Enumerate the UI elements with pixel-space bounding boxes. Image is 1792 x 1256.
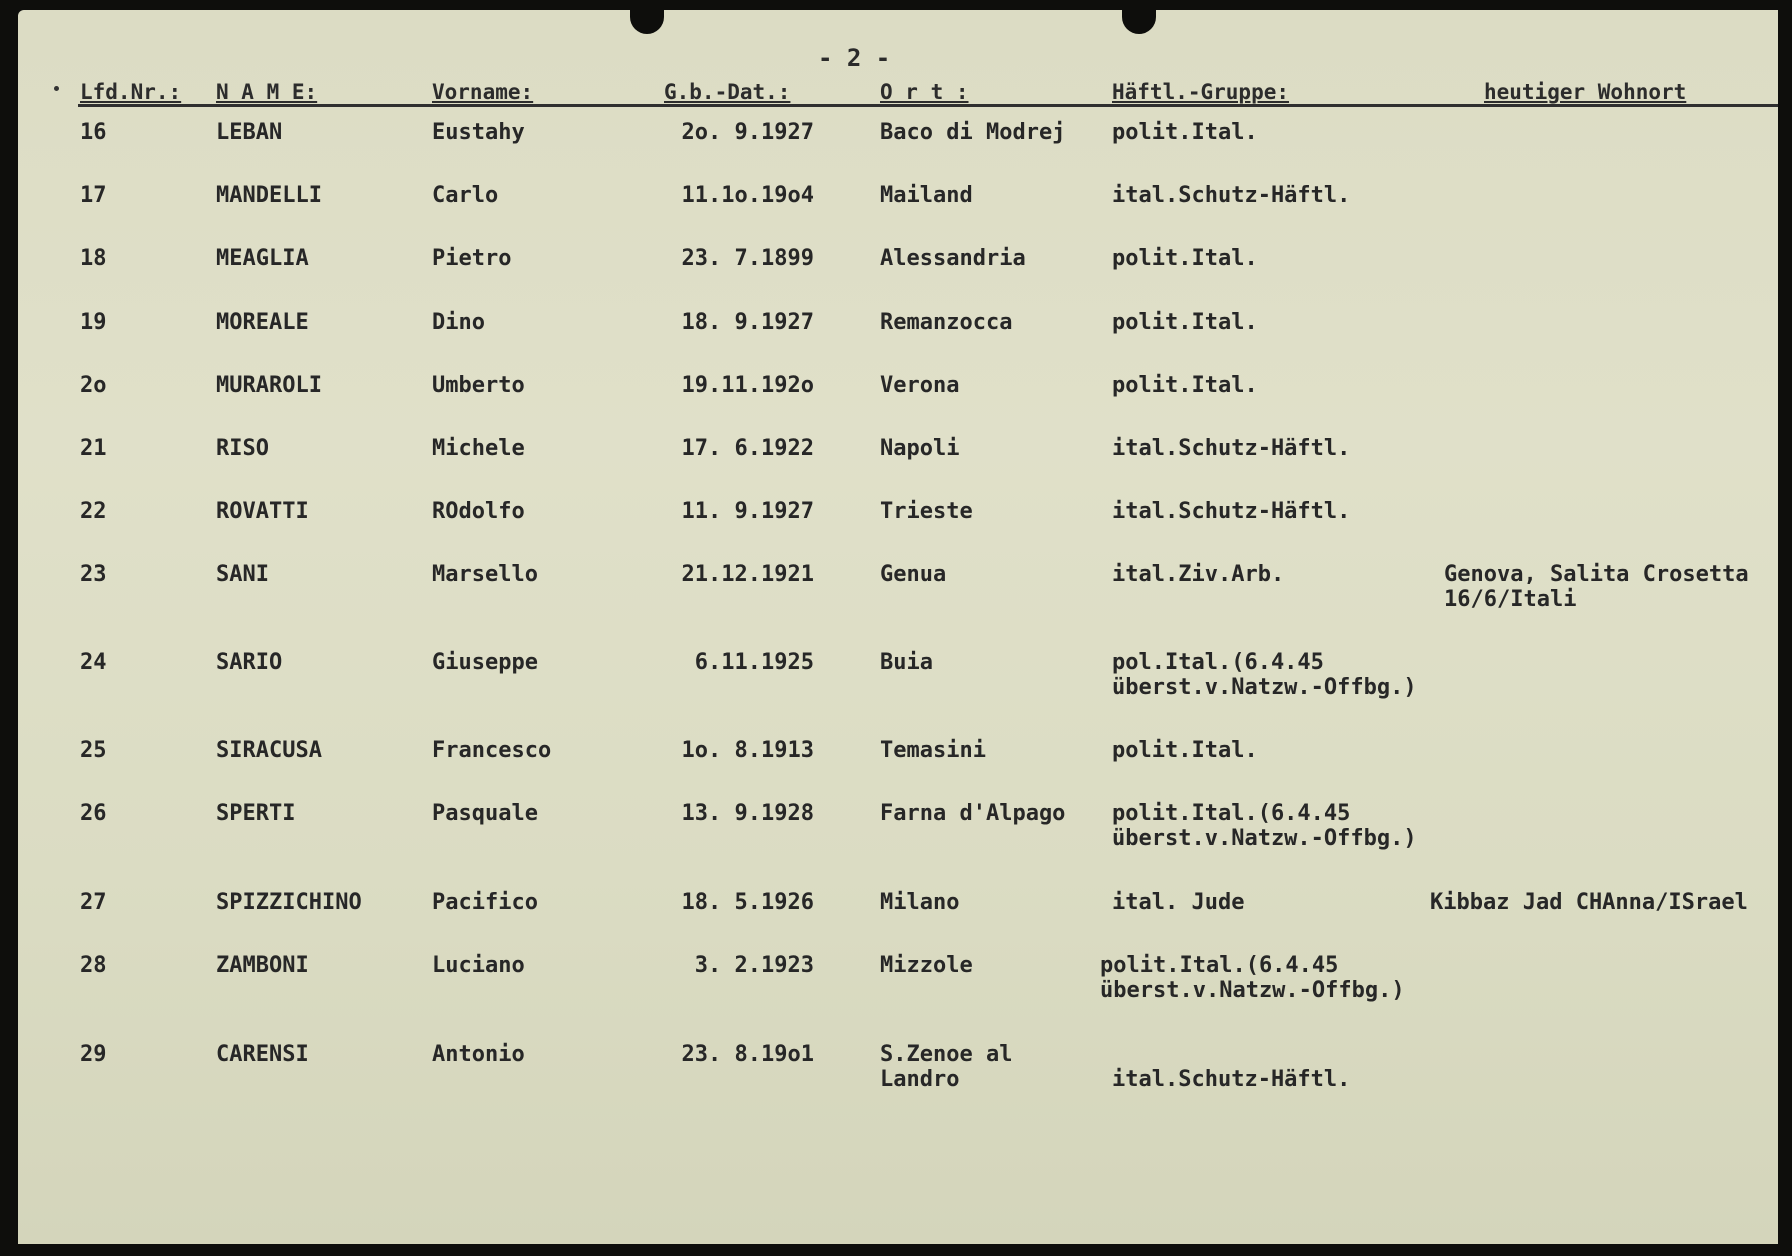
cell-geb: 6.11.1925 xyxy=(694,650,814,675)
header-vorname: Vorname: xyxy=(432,80,534,104)
cell-gruppe: ital.Schutz-Häftl. xyxy=(1112,499,1351,524)
table-header xyxy=(18,80,1778,106)
cell-nr: 26 xyxy=(80,801,107,826)
cell-nr: 23 xyxy=(80,562,107,587)
cell-nr: 27 xyxy=(80,890,107,915)
header-name: N A M E: xyxy=(216,80,318,104)
cell-ort: S.Zenoe al Landro xyxy=(880,1042,1013,1092)
cell-gruppe: polit.Ital. xyxy=(1112,120,1258,145)
cell-ort: Genua xyxy=(880,562,947,587)
cell-ort: Temasini xyxy=(880,738,986,763)
cell-ort: Baco di Modrej xyxy=(880,120,1066,145)
cell-nr: 29 xyxy=(80,1042,107,1067)
cell-gruppe: ital.Schutz-Häftl. xyxy=(1112,436,1351,461)
cell-vorname: Giuseppe xyxy=(432,650,538,675)
cell-geb: 3. 2.1923 xyxy=(694,953,814,978)
punch-hole-left xyxy=(630,8,664,34)
cell-name: MANDELLI xyxy=(216,183,322,208)
cell-name: SARIO xyxy=(216,650,283,675)
cell-ort: Buia xyxy=(880,650,933,675)
cell-vorname: Luciano xyxy=(432,953,525,978)
cell-vorname: Francesco xyxy=(432,738,552,763)
cell-vorname: Pasquale xyxy=(432,801,538,826)
cell-nr: 18 xyxy=(80,246,107,271)
cell-ort: Trieste xyxy=(880,499,973,524)
document-page xyxy=(18,10,1778,1244)
cell-vorname: Pacifico xyxy=(432,890,538,915)
cell-gruppe: ital.Schutz-Häftl. xyxy=(1112,1067,1351,1092)
cell-name: MEAGLIA xyxy=(216,246,309,271)
cell-name: LEBAN xyxy=(216,120,283,145)
cell-geb: 1o. 8.1913 xyxy=(681,738,814,763)
cell-geb: 23. 7.1899 xyxy=(681,246,814,271)
cell-geb: 19.11.192o xyxy=(681,373,814,398)
cell-name: CARENSI xyxy=(216,1042,309,1067)
cell-ort: Napoli xyxy=(880,436,960,461)
header-gruppe: Häftl.-Gruppe: xyxy=(1112,80,1290,104)
cell-name: ROVATTI xyxy=(216,499,309,524)
cell-nr: 22 xyxy=(80,499,107,524)
cell-nr: 17 xyxy=(80,183,107,208)
cell-geb: 11.1o.19o4 xyxy=(681,183,814,208)
cell-ort: Milano xyxy=(880,890,960,915)
cell-vorname: Dino xyxy=(432,310,485,335)
cell-nr: 21 xyxy=(80,436,107,461)
cell-name: MOREALE xyxy=(216,310,309,335)
cell-name: SPIZZICHINO xyxy=(216,890,362,915)
cell-nr: 2o xyxy=(80,373,107,398)
cell-vorname: ROdolfo xyxy=(432,499,525,524)
cell-geb: 18. 9.1927 xyxy=(681,310,814,335)
cell-name: SPERTI xyxy=(216,801,296,826)
cell-vorname: Umberto xyxy=(432,373,525,398)
cell-gruppe: polit.Ital. xyxy=(1112,310,1258,335)
cell-geb: 13. 9.1928 xyxy=(681,801,814,826)
cell-ort: Remanzocca xyxy=(880,310,1013,335)
cell-vorname: Pietro xyxy=(432,246,512,271)
cell-vorname: Antonio xyxy=(432,1042,525,1067)
cell-nr: 28 xyxy=(80,953,107,978)
cell-gruppe: polit.Ital. xyxy=(1112,373,1258,398)
cell-gruppe: polit.Ital.(6.4.45 überst.v.Natzw.-Offbg.) xyxy=(1100,953,1405,1003)
header-nr: Lfd.Nr.: xyxy=(80,80,182,104)
cell-geb: 21.12.1921 xyxy=(681,562,814,587)
cell-ort: Verona xyxy=(880,373,960,398)
cell-gruppe: polit.Ital.(6.4.45 überst.v.Natzw.-Offbg.) xyxy=(1112,801,1417,851)
cell-ort: Farna d'Alpago xyxy=(880,801,1066,826)
cell-wohnort: Genova, Salita Crosetta 16/6/Itali xyxy=(1444,562,1749,612)
cell-name: MURAROLI xyxy=(216,373,322,398)
cell-nr: 24 xyxy=(80,650,107,675)
cell-gruppe: ital.Ziv.Arb. xyxy=(1112,562,1285,587)
header-geb: G.b.-Dat.: xyxy=(664,80,791,104)
cell-vorname: Carlo xyxy=(432,183,499,208)
cell-ort: Alessandria xyxy=(880,246,1026,271)
header-ort: O r t : xyxy=(880,80,969,104)
cell-nr: 16 xyxy=(80,120,107,145)
cell-nr: 25 xyxy=(80,738,107,763)
cell-gruppe: ital.Schutz-Häftl. xyxy=(1112,183,1351,208)
cell-gruppe: polit.Ital. xyxy=(1112,246,1258,271)
header-wohnort: heutiger Wohnort xyxy=(1484,80,1687,104)
cell-nr: 19 xyxy=(80,310,107,335)
cell-name: RISO xyxy=(216,436,269,461)
page-number: - 2 - xyxy=(818,44,891,72)
cell-name: SIRACUSA xyxy=(216,738,322,763)
cell-wohnort: Kibbaz Jad CHAnna/ISrael xyxy=(1430,890,1748,915)
cell-name: SANI xyxy=(216,562,269,587)
cell-geb: 11. 9.1927 xyxy=(681,499,814,524)
cell-vorname: Eustahy xyxy=(432,120,525,145)
cell-name: ZAMBONI xyxy=(216,953,309,978)
cell-gruppe: ital. Jude xyxy=(1112,890,1245,915)
cell-ort: Mizzole xyxy=(880,953,973,978)
cell-geb: 2o. 9.1927 xyxy=(681,120,814,145)
cell-geb: 23. 8.19o1 xyxy=(681,1042,814,1067)
cell-ort: Mailand xyxy=(880,183,973,208)
cell-gruppe: polit.Ital. xyxy=(1112,738,1258,763)
cell-geb: 18. 5.1926 xyxy=(681,890,814,915)
cell-gruppe: pol.Ital.(6.4.45 überst.v.Natzw.-Offbg.) xyxy=(1112,650,1417,700)
header-rule xyxy=(78,104,1778,107)
cell-vorname: Michele xyxy=(432,436,525,461)
cell-geb: 17. 6.1922 xyxy=(681,436,814,461)
cell-vorname: Marsello xyxy=(432,562,538,587)
punch-hole-right xyxy=(1122,8,1156,34)
